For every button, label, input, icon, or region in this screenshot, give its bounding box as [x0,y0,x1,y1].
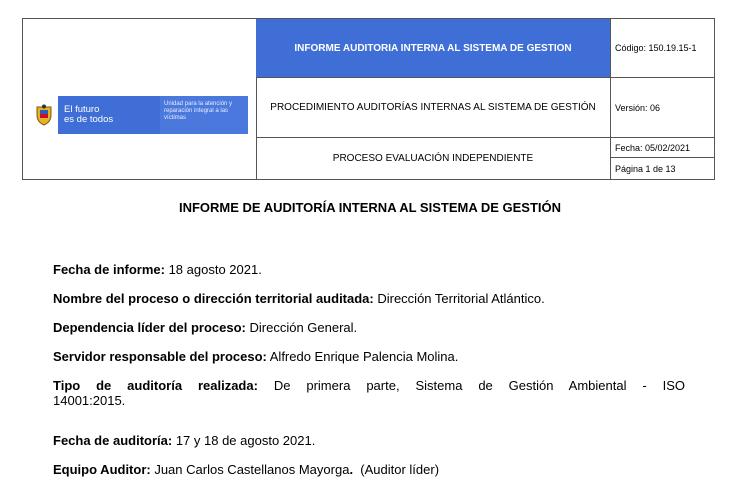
audit-team-field [53,462,685,477]
field-label: Equipo Auditor: [53,462,151,477]
responsible-officer-field [53,349,685,364]
field-label: Dependencia líder del proceso: [53,320,246,335]
field-label: Fecha de informe: [53,262,165,277]
logo-unit-text: Unidad para la atención y reparación integral a las víctimas [160,96,248,134]
audited-process-field [53,291,685,306]
report-date-field [53,262,685,277]
field-value: 18 agosto 2021. [164,262,262,277]
field-label: Nombre del proceso o dirección territorial auditada: [53,291,374,306]
field-value-role: (Auditor líder) [353,462,440,477]
report-title-cell: INFORME AUDITORIA INTERNA AL SISTEMA DE GESTION [256,19,610,78]
procedure-cell: PROCEDIMIENTO AUDITORÍAS INTERNAS AL SISTEMA DE GESTIÓN [256,78,610,138]
field-value: De primera parte, Sistema de Gestión Ambiental - ISO [257,378,685,393]
field-label: Servidor responsable del proceso: [53,349,267,364]
audit-type-field [53,378,685,408]
logo-slogan [58,105,113,125]
coat-of-arms-icon [30,96,58,134]
logo-main-block [30,96,160,134]
field-value: Juan Carlos Castellanos Mayorga [150,462,350,477]
document-title: INFORME DE AUDITORÍA INTERNA AL SISTEMA DE GESTIÓN [178,200,562,215]
field-value-line2: 14001:2015. [53,393,126,408]
government-logo [30,96,248,134]
page-cell: Página 1 de 13 [615,163,676,174]
audit-type-line1 [53,378,685,393]
logo-slogan-line2: es de todos [64,114,114,125]
audit-date-field [53,433,685,448]
document-header-table [22,18,715,180]
logo-cell [23,19,257,179]
lead-department-field [53,320,685,335]
field-value: Dirección General. [245,320,358,335]
logo-slogan-line1: El futuro [64,104,100,115]
field-value-period: . [349,462,354,477]
code-cell: Código: 150.19.15-1 [611,19,715,78]
field-value: Dirección Territorial Atlántico. [373,291,545,306]
field-label: Tipo de auditoría realizada: [53,378,258,393]
field-value: Alfredo Enrique Palencia Molina. [266,349,459,364]
field-label: Fecha de auditoría: [53,433,173,448]
version-cell: Versión: 06 [611,78,715,138]
process-cell: PROCESO EVALUACIÓN INDEPENDIENTE [332,153,534,164]
date-cell: Fecha: 05/02/2021 [611,138,715,158]
header-right-column [611,19,715,179]
field-value: 17 y 18 de agosto 2021. [172,433,316,448]
header-middle-column [256,19,611,179]
